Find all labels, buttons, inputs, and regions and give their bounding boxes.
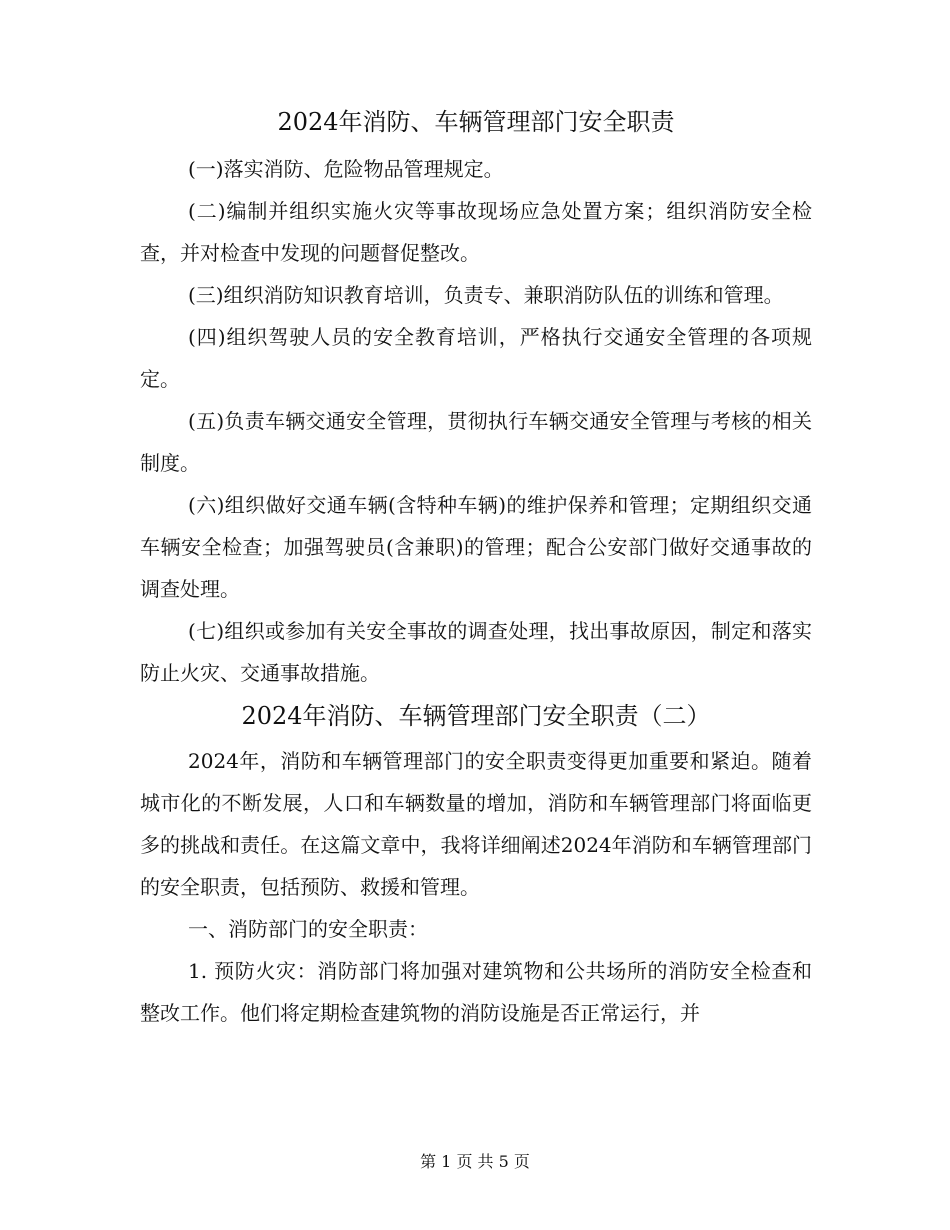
paragraph-item-6: (六)组织做好交通车辆(含特种车辆)的维护保养和管理；定期组织交通车辆安全检查；加强驾驶员(含兼职)的管理；配合公安部门做好交通事故的调查处理。 xyxy=(140,493,812,601)
section-title-2: 2024年消防、车辆管理部门安全职责（二） xyxy=(241,702,711,730)
section-heading-fire: 一、消防部门的安全职责： xyxy=(188,917,428,941)
paragraph-item-5: (五)负责车辆交通安全管理，贯彻执行车辆交通安全管理与考核的相关制度。 xyxy=(140,409,812,475)
paragraph-item-7: (七)组织或参加有关安全事故的调查处理，找出事故原因，制定和落实防止火灾、交通事故措施。 xyxy=(140,619,812,685)
page-number-footer: 第 1 页 共 5 页 xyxy=(420,1152,530,1171)
paragraph-item-2: (二)编制并组织实施火灾等事故现场应急处置方案；组织消防安全检查，并对检查中发现的问题督促整改。 xyxy=(140,199,812,265)
intro-paragraph: 2024年，消防和车辆管理部门的安全职责变得更加重要和紧迫。随着城市化的不断发展，人口和车辆数量的增加，消防和车辆管理部门将面临更多的挑战和责任。在这篇文章中，我将详细阐述2024年消防和车辆管理部门的安全职责，包括预防、救援和管理。 xyxy=(140,749,812,899)
document-page xyxy=(140,100,812,1034)
paragraph-item-3: (三)组织消防知识教育培训，负责专、兼职消防队伍的训练和管理。 xyxy=(188,283,784,307)
document-title: 2024年消防、车辆管理部门安全职责 xyxy=(277,108,675,136)
paragraph-item-1: (一)落实消防、危险物品管理规定。 xyxy=(188,157,504,181)
paragraph-item-4: (四)组织驾驶人员的安全教育培训，严格执行交通安全管理的各项规定。 xyxy=(140,325,812,391)
paragraph-fire-prevention: 1. 预防火灾：消防部门将加强对建筑物和公共场所的消防安全检查和整改工作。他们将定期检查建筑物的消防设施是否正常运行，并 xyxy=(140,959,812,1025)
